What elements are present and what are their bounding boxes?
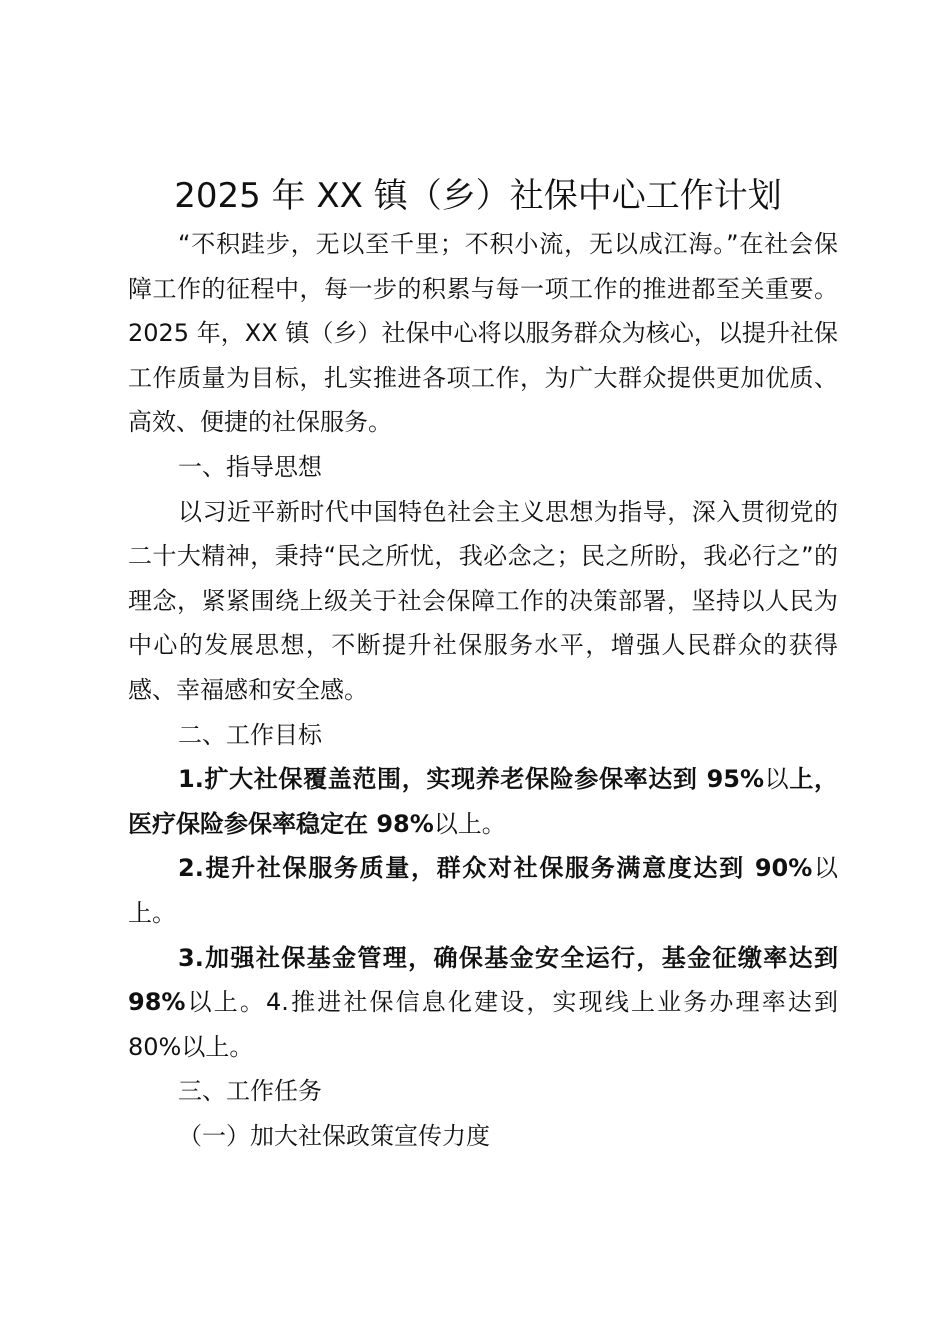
goal-1-normal-text-a: 以 [764, 765, 790, 794]
goal-1-normal-text-b: 以上。 [433, 809, 506, 838]
goal-3-paragraph [128, 936, 838, 1070]
goal-1-paragraph [128, 757, 838, 846]
goal-2-normal-text: 以上。 [128, 854, 838, 927]
intro-paragraph: “不积跬步，无以至千里；不积小流，无以成江海。”在社会保障工作的征程中，每一步的积累与每一项工作的推进都至关重要。2025 年，XX 镇（乡）社保中心将以服务群众为核心，以提升社保工作质量为目标，扎实推进各项工作，为广大群众提供更加优质、高效、便捷的社保服务。 [128, 230, 838, 437]
document-title: 2025 年 XX 镇（乡）社保中心工作计划 [174, 176, 782, 216]
goal-2-bold-text: 2.提升社保服务质量，群众对社保服务满意度达到 90% [178, 854, 813, 883]
section-heading-work-goals: 二、工作目标 [178, 720, 322, 749]
goal-3-normal-text: 以上。4.推进社保信息化建设，实现线上业务办理率达到 80%以上。 [128, 988, 838, 1061]
goal-1-bold-text-b: 上，医疗保险参保率稳定在 98% [128, 765, 838, 838]
guiding-ideology-paragraph: 以习近平新时代中国特色社会主义思想为指导，深入贯彻党的二十大精神，秉持“民之所忧，我必念之；民之所盼，我必行之”的理念，紧紧围绕上级关于社会保障工作的决策部署，坚持以人民为中心的发展思想，不断提升社保服务水平，增强人民群众的获得感、幸福感和安全感。 [128, 497, 838, 704]
goal-3-bold-text-b: 到 98% [128, 943, 838, 1017]
goal-2-paragraph [128, 846, 838, 935]
section-heading-work-tasks: 三、工作任务 [178, 1077, 322, 1106]
goal-3-bold-text: 3.加强社保基金管理，确保基金安全运行，基金征缴率达 [178, 943, 814, 972]
document-body [128, 222, 838, 1158]
subsection-heading-policy-publicity: （一）加大社保政策宣传力度 [178, 1121, 490, 1150]
section-heading-guiding-ideology: 一、指导思想 [178, 452, 322, 481]
goal-1-bold-text: 1.扩大社保覆盖范围，实现养老保险参保率达到 95% [178, 765, 765, 794]
